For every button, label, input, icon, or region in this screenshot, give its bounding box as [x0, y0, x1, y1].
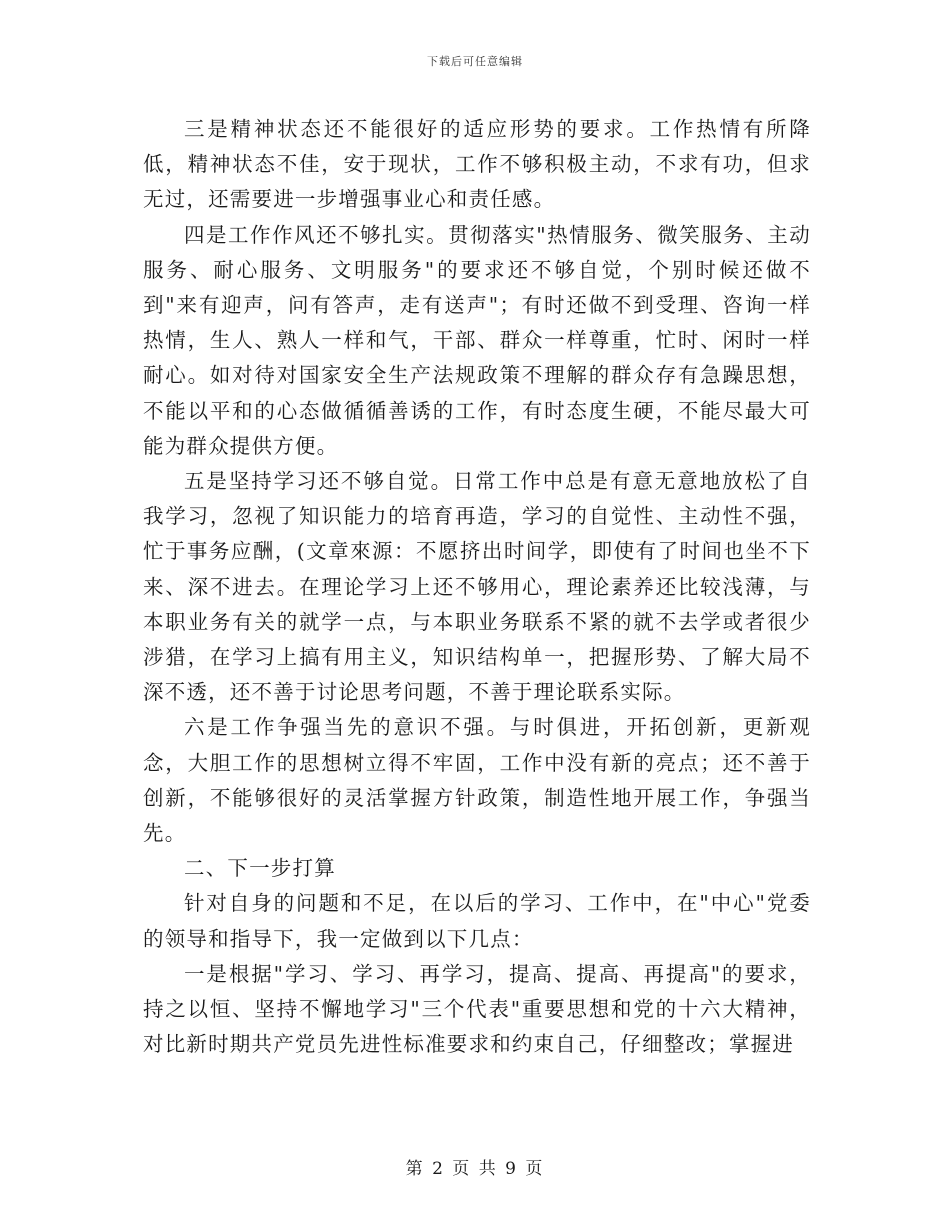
paragraph-work-style: 四是工作作风还不够扎实。贯彻落实"热情服务、微笑服务、主动服务、耐心服务、文明服务"的要求还不够自觉，个别时候还做不到"来有迎声，问有答声，走有送声"；有时还做不到受理、咨询一样热情，生人、熟人一样和气，干部、群众一样尊重，忙时、闲时一样耐心。如对待对国家安全生产法规政策不理解的群众存有急躁思想，不能以平和的心态做循循善诱的工作，有时态度生硬，不能尽最大可能为群众提供方便。: [143, 222, 811, 458]
page-label-mid: 页 共: [452, 1159, 498, 1179]
paragraph-study: 五是坚持学习还不够自觉。日常工作中总是有意无意地放松了自我学习，忽视了知识能力的培育再造，学习的自觉性、主动性不强，忙于事务应酬，(文章來源：不愿挤出时间学，即使有了时间也坐不下来、深不进去。在理论学习上还不够用心，理论素养还比较浅薄，与本职业务有关的就学一点，与本职业务联系不紧的就不去学或者很少涉猎，在学习上搞有用主义，知识结构单一，把握形势、了解大局不深不透，还不善于讨论思考问题，不善于理论联系实际。: [143, 469, 811, 705]
document-body: [143, 112, 811, 1062]
page-header-note: 下载后可任意编辑: [427, 55, 523, 68]
page-footer: [0, 1154, 950, 1179]
paragraph-next-steps-intro: 针对自身的问题和不足，在以后的学习、工作中，在"中心"党委的领导和指导下，我一定做到以下几点：: [143, 891, 811, 951]
page-label-prefix: 第: [405, 1159, 425, 1179]
total-pages-number: 9: [505, 1159, 518, 1179]
section-heading-next-steps: 二、下一步打算: [184, 856, 336, 881]
page-label-suffix: 页: [525, 1159, 545, 1179]
paragraph-initiative: 六是工作争强当先的意识不强。与时俱进，开拓创新，更新观念，大胆工作的思想树立得不牢固，工作中没有新的亮点；还不善于创新，不能够很好的灵活掌握方针政策，制造性地开展工作，争强当先。: [143, 715, 811, 846]
current-page-number: 2: [432, 1159, 445, 1179]
paragraph-spirit-state: 三是精神状态还不能很好的适应形势的要求。工作热情有所降低，精神状态不佳，安于现状，工作不够积极主动，不求有功，但求无过，还需要进一步增强事业心和责任感。: [143, 117, 811, 212]
paragraph-plan-one: 一是根据"学习、学习、再学习，提高、提高、再提高"的要求，持之以恒、坚持不懈地学习"三个代表"重要思想和党的十六大精神，对比新时期共产党员先进性标准要求和约束自己，仔细整改；掌握进: [143, 961, 811, 1057]
